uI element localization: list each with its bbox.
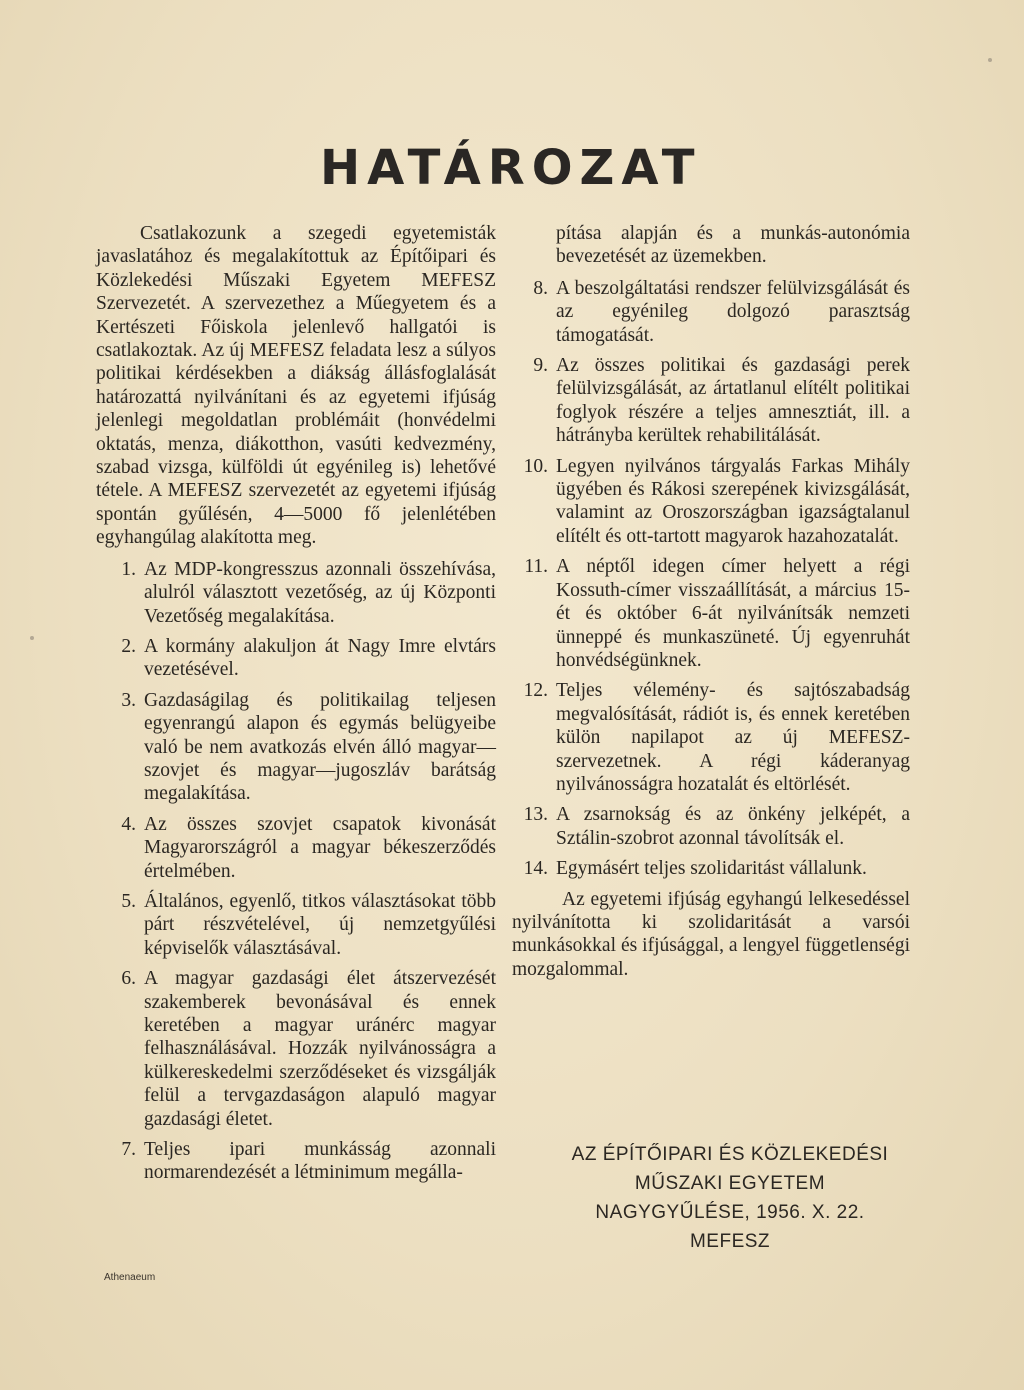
demand-item xyxy=(512,857,910,880)
demand-text: A zsarnokság és az önkény jelképét, a Sztálin-szobrot azonnal távolítsák el. xyxy=(556,804,910,849)
demand-item xyxy=(512,679,910,796)
demand-item xyxy=(96,689,496,806)
demand-number: 1. xyxy=(121,558,136,580)
demand-number: 10. xyxy=(523,455,548,477)
demand-item xyxy=(96,890,496,960)
point-7-continuation: pítása alapján és a munkás-autonómia bevezetését az üzemekben. xyxy=(556,223,910,268)
demand-text: Legyen nyilvános tárgyalás Farkas Mihály ügyében és Rákosi szerepének kivizsgálását, valamint az Oroszországban igazságtalanul elítélt és ott-tartott magyarok hazahozatalát. xyxy=(556,455,910,547)
signature-line: AZ ÉPÍTŐIPARI ÉS KÖZLEKEDÉSI xyxy=(571,1144,889,1165)
demand-item xyxy=(512,277,910,347)
demand-list-left xyxy=(96,558,496,1185)
demand-text: A magyar gazdasági élet átszervezését szakemberek bevonásával és ennek keretében a magyar uránérc magyar felhasználásával. Hozzák nyilvánosságra a külkereskedelmi szerződéseket és vizsgálják felül a tervgazdaságon alapuló magyar gazdasági életet. xyxy=(144,968,496,1130)
right-column xyxy=(512,222,910,981)
demand-text: Az összes politikai és gazdasági perek felülvizsgálását, az ártatlanul elítélt politikai foglyok részére a teljes amnesztiát, ill. a hátrányba kerültek rehabilitálását. xyxy=(556,355,910,447)
demand-text: A kormány alakuljon át Nagy Imre elvtárs vezetésével. xyxy=(144,635,496,681)
demand-number: 13. xyxy=(523,804,548,826)
demand-text: Gazdaságilag és politikailag teljesen egyenrangú alapon és egymás belügyeibe való be nem avatkozás elvén álló magyar—szovjet és magyar—jugoszláv barátság megalakítása. xyxy=(144,689,496,805)
printer-mark: Athenaeum xyxy=(104,1272,156,1283)
paper-speck xyxy=(30,636,34,640)
demand-item xyxy=(96,967,496,1131)
signature-line: MŰSZAKI EGYETEM xyxy=(634,1173,826,1194)
demand-text: A néptől idegen címer helyett a régi Kossuth-címer visszaállítását, a március 15-ét és október 6-át nyilvánítsák nemzeti ünneppé és munkaszüneté. Új egyenruhát honvédségünknek. xyxy=(556,556,910,671)
demand-text: Teljes ipari munkásság azonnali normarendezését a létminimum megálla- xyxy=(144,1139,496,1184)
demand-number: 5. xyxy=(121,890,136,912)
demand-item xyxy=(512,555,910,672)
demand-number: 9. xyxy=(533,355,548,377)
demand-item xyxy=(512,455,910,549)
demand-item xyxy=(512,803,910,850)
demand-text: Teljes vélemény- és sajtószabadság megvalósítását, rádiót is, és ennek keretében külön napilapot az új MEFESZ-szervezetnek. A régi káderanyag nyilvánosságra hozatalát és eltörlését. xyxy=(556,680,910,795)
demand-number: 6. xyxy=(121,968,136,990)
demand-number: 12. xyxy=(523,680,548,702)
demand-list-right xyxy=(512,277,910,881)
demand-number: 11. xyxy=(524,556,548,578)
signature-block xyxy=(540,1140,920,1256)
demand-text: A beszolgáltatási rendszer felülvizsgálását és az egyénileg dolgozó parasztság támogatását. xyxy=(556,277,910,346)
demand-number: 4. xyxy=(121,813,136,835)
page-title: HATÁROZAT xyxy=(320,140,702,196)
demand-text: Egymásért teljes szolidaritást vállalunk. xyxy=(556,858,867,880)
intro-paragraph: Csatlakozunk a szegedi egyetemisták javaslatához és megalakítottuk az Építőipari és Közlekedési Műszaki Egyetem MEFESZ Szervezetét. A szervezethez a Műegyetem és a Kertészeti Főiskola jelenlevő hallgatói is csatlakoztak. Az új MEFESZ feladata lesz a súlyos politikai kérdésekben a diákság állásfoglalását határozattá nyilvánítani és az egyetemi ifjúság jelenlegi megoldatlan problémáit (honvédelmi oktatás, menza, diákotthon, vasúti kedvezmény, szabad vizsga, külföldi út egyénileg is) lehetővé tétele. A MEFESZ szervezetét az egyetemi ifjúság spontán gyűlésén, 4—5000 fő jelenlétében egyhangúlag alakította meg. xyxy=(96,223,496,549)
signature-line: MEFESZ xyxy=(689,1231,771,1252)
paper-speck xyxy=(988,58,992,62)
left-column xyxy=(96,222,496,1192)
demand-number: 14. xyxy=(523,858,548,880)
demand-text: Általános, egyenlő, titkos választásokat több párt részvételével, új nemzetgyűlési képviselők választásával. xyxy=(144,890,496,959)
demand-item xyxy=(96,558,496,628)
demand-item xyxy=(96,1138,496,1185)
demand-number: 2. xyxy=(121,635,136,657)
demand-text: Az összes szovjet csapatok kivonását Magyarországról a magyar békeszerződés értelmében. xyxy=(144,813,496,882)
demand-number: 8. xyxy=(533,277,548,299)
demand-number: 3. xyxy=(121,689,136,711)
demand-item xyxy=(96,813,496,883)
demand-item xyxy=(512,354,910,448)
demand-number: 7. xyxy=(121,1139,136,1161)
demand-item xyxy=(96,635,496,682)
closing-paragraph: Az egyetemi ifjúság egyhangú lelkesedéssel nyilvánította ki szolidaritását a varsói munkásokkal és ifjúsággal, a lengyel függetlenségi mozgalommal. xyxy=(512,888,910,980)
signature-line: NAGYGYŰLÉSE, 1956. X. 22. xyxy=(595,1202,865,1223)
demand-text: Az MDP-kongresszus azonnali összehívása, alulról választott vezetőség, az új Központi Vezetőség megalakítása. xyxy=(144,558,496,627)
